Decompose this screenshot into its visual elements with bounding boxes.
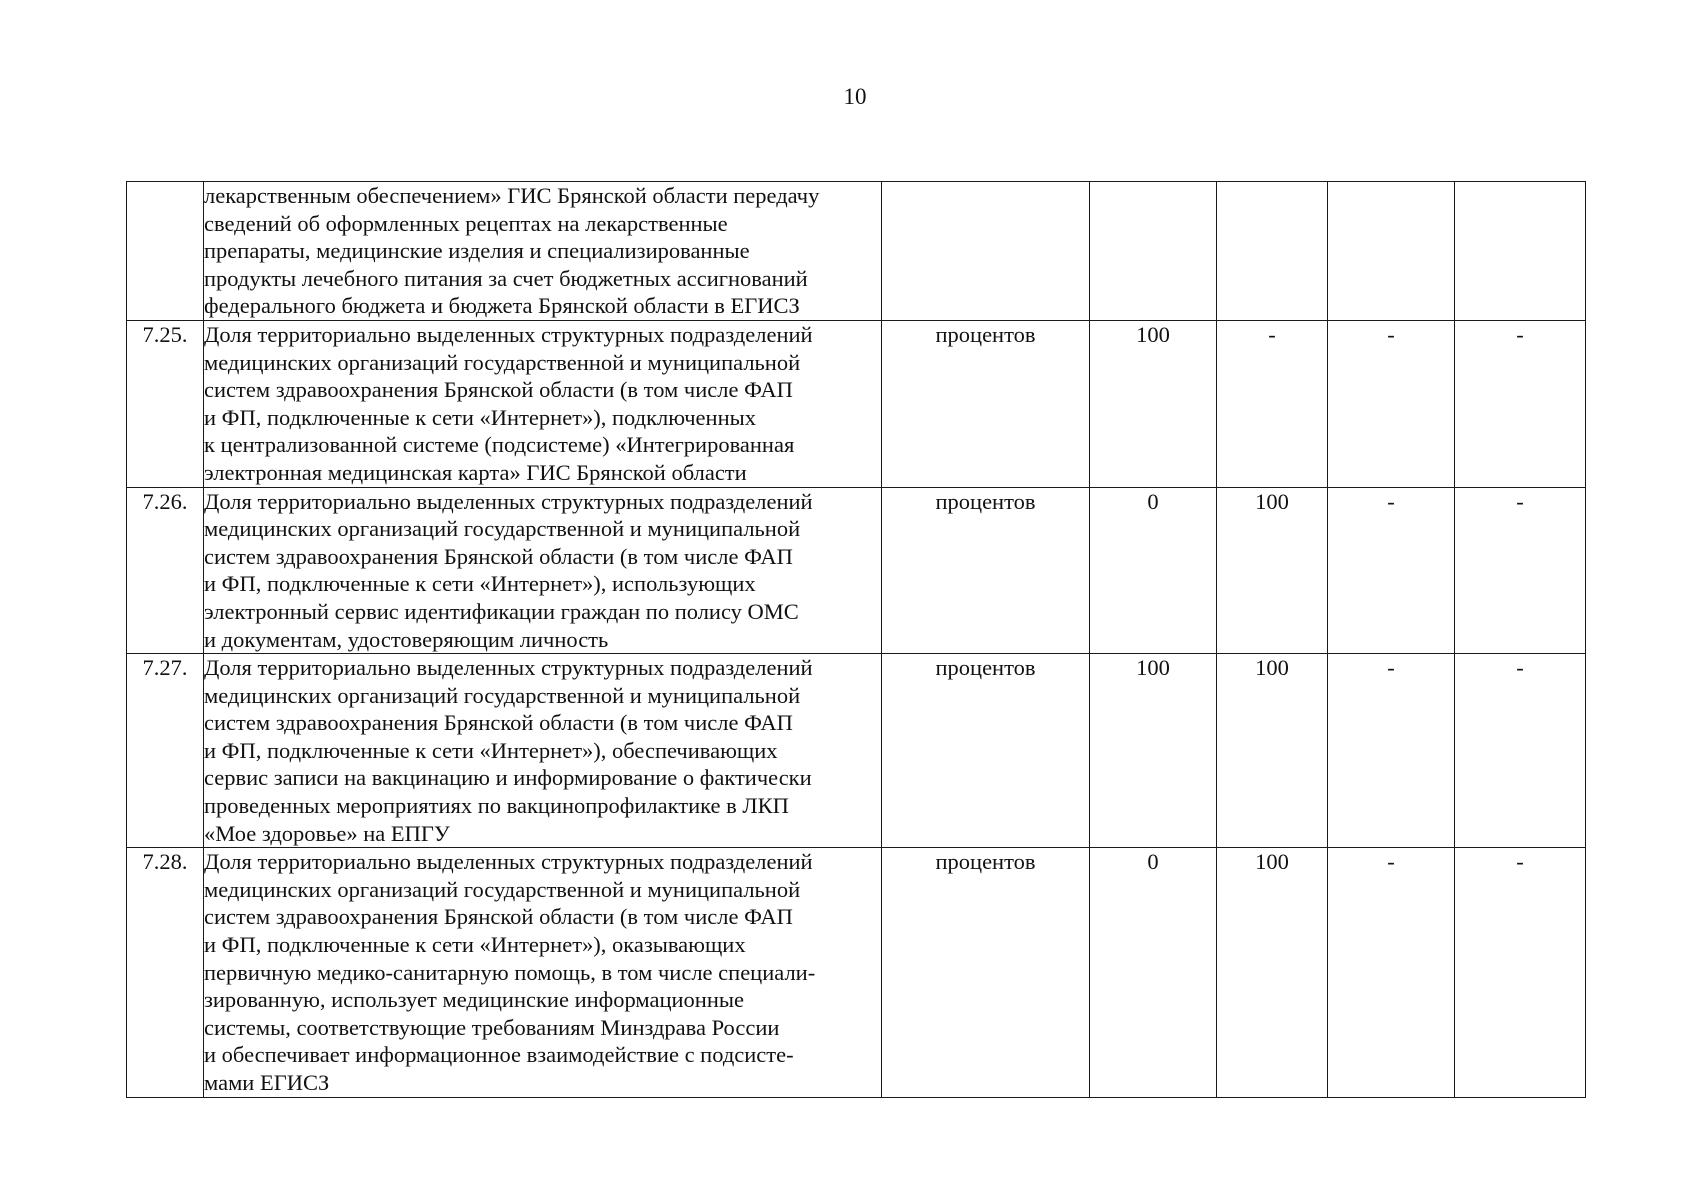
description-line: первичную медико-санитарную помощь, в том числе специали- — [204, 959, 816, 985]
value-cell-3 — [1328, 182, 1455, 321]
description-line: федерального бюджета и бюджета Брянской области в ЕГИСЗ — [204, 293, 800, 319]
unit-cell: процентов — [882, 320, 1090, 487]
row-number: 7.26. — [127, 487, 204, 654]
row-number: 7.25. — [127, 320, 204, 487]
page-number: 10 — [843, 84, 867, 109]
row-number — [127, 182, 204, 321]
value-cell-4: - — [1455, 848, 1586, 1098]
description-line: медицинских организаций государственной и муниципальной — [204, 516, 801, 542]
description-line: Доля территориально выделенных структурных подразделений — [204, 849, 813, 875]
unit-cell: процентов — [882, 487, 1090, 654]
indicator-description — [204, 182, 882, 321]
indicator-description — [204, 848, 882, 1098]
value-cell-2: - — [1217, 320, 1328, 487]
table-row — [127, 654, 1586, 848]
description-line: систем здравоохранения Брянской области (в том числе ФАП — [204, 377, 793, 403]
description-line: и ФП, подключенные к сети «Интернет»), оказывающих — [204, 932, 746, 958]
description-line: сведений об оформленных рецептах на лекарственные — [204, 210, 728, 236]
description-line: сервис записи на вакцинацию и информирование о фактически — [204, 765, 812, 791]
description-line: продукты лечебного питания за счет бюджетных ассигнований — [204, 265, 808, 291]
description-line: «Мое здоровье» на ЕПГУ — [204, 820, 450, 846]
indicator-description — [204, 487, 882, 654]
value-cell-1 — [1090, 182, 1217, 321]
description-line: к централизованной системе (подсистеме) «Интегрированная — [204, 432, 795, 458]
value-cell-3: - — [1328, 654, 1455, 848]
value-cell-4: - — [1455, 487, 1586, 654]
indicator-description — [204, 654, 882, 848]
description-line: Доля территориально выделенных структурных подразделений — [204, 321, 813, 347]
description-line: и ФП, подключенные к сети «Интернет»), подключенных — [204, 404, 756, 430]
value-cell-2: 100 — [1217, 654, 1328, 848]
description-line: медицинских организаций государственной и муниципальной — [204, 876, 801, 902]
value-cell-1: 100 — [1090, 320, 1217, 487]
table-row — [127, 320, 1586, 487]
description-line: препараты, медицинские изделия и специализированные — [204, 238, 750, 264]
value-cell-2: 100 — [1217, 487, 1328, 654]
value-cell-4: - — [1455, 654, 1586, 848]
value-cell-1: 100 — [1090, 654, 1217, 848]
description-line: и обеспечивает информационное взаимодействие с подсисте- — [204, 1042, 794, 1068]
unit-cell: процентов — [882, 848, 1090, 1098]
description-line: систем здравоохранения Брянской области (в том числе ФАП — [204, 710, 793, 736]
table-row — [127, 848, 1586, 1098]
row-number: 7.28. — [127, 848, 204, 1098]
description-line: электронный сервис идентификации граждан по полису ОМС — [204, 598, 799, 624]
description-line: Доля территориально выделенных структурных подразделений — [204, 488, 813, 514]
table-row — [127, 487, 1586, 654]
value-cell-4: - — [1455, 320, 1586, 487]
value-cell-3: - — [1328, 320, 1455, 487]
row-number: 7.27. — [127, 654, 204, 848]
description-line: электронная медицинская карта» ГИС Брянской области — [204, 459, 747, 485]
description-line: медицинских организаций государственной и муниципальной — [204, 682, 801, 708]
value-cell-3: - — [1328, 487, 1455, 654]
indicator-description — [204, 320, 882, 487]
description-line: и ФП, подключенные к сети «Интернет»), использующих — [204, 571, 756, 597]
indicators-table — [126, 181, 1586, 1098]
value-cell-4 — [1455, 182, 1586, 321]
description-line: и документам, удостоверяющим личность — [204, 626, 609, 652]
unit-cell — [882, 182, 1090, 321]
value-cell-3: - — [1328, 848, 1455, 1098]
description-line: медицинских организаций государственной и муниципальной — [204, 349, 801, 375]
value-cell-1: 0 — [1090, 848, 1217, 1098]
description-line: систем здравоохранения Брянской области (в том числе ФАП — [204, 543, 793, 569]
value-cell-2 — [1217, 182, 1328, 321]
description-line: системы, соответствующие требованиям Минздрава России — [204, 1014, 780, 1040]
value-cell-1: 0 — [1090, 487, 1217, 654]
description-line: проведенных мероприятиях по вакцинопрофилактике в ЛКП — [204, 793, 789, 819]
description-line: мами ЕГИСЗ — [204, 1070, 330, 1095]
table-row — [127, 182, 1586, 321]
value-cell-2: 100 — [1217, 848, 1328, 1098]
description-line: систем здравоохранения Брянской области (в том числе ФАП — [204, 904, 793, 930]
description-line: лекарственным обеспечением» ГИС Брянской области передачу — [204, 183, 820, 208]
unit-cell: процентов — [882, 654, 1090, 848]
description-line: зированную, использует медицинские информационные — [204, 987, 744, 1013]
description-line: и ФП, подключенные к сети «Интернет»), обеспечивающих — [204, 737, 778, 763]
description-line: Доля территориально выделенных структурных подразделений — [204, 655, 813, 681]
